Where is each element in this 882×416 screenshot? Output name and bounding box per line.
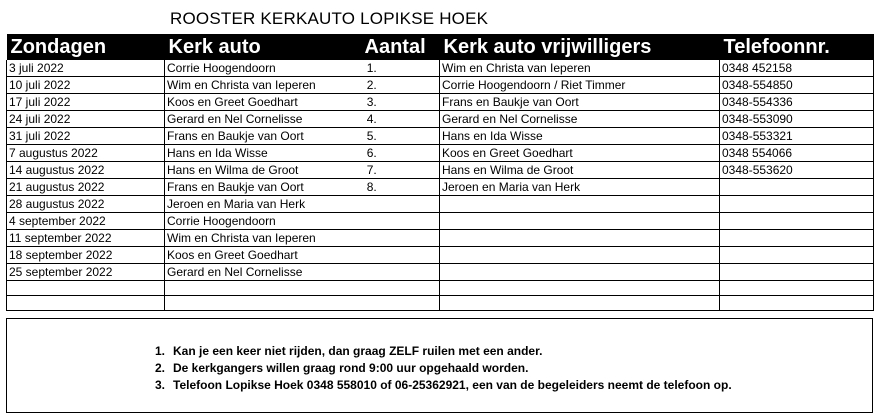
- date-cell: 3 juli 2022: [7, 60, 165, 77]
- phone-cell: [720, 179, 874, 196]
- car-cell: Gerard en Nel Cornelisse: [165, 264, 355, 281]
- date-cell: 24 juli 2022: [7, 111, 165, 128]
- phone-cell: 0348-553090: [720, 111, 874, 128]
- phone-cell: 0348-553321: [720, 128, 874, 145]
- car-cell: Wim en Christa van Ieperen: [165, 77, 355, 94]
- car-cell: Corrie Hoogendoorn: [165, 213, 355, 230]
- empty-cell: [720, 281, 874, 296]
- table-row: [7, 264, 874, 281]
- table-row: [7, 111, 874, 128]
- table-row: [7, 94, 874, 111]
- phone-cell: 0348-553620: [720, 162, 874, 179]
- date-cell: 25 september 2022: [7, 264, 165, 281]
- number-cell: 3.: [355, 94, 440, 111]
- phone-cell: 0348-554336: [720, 94, 874, 111]
- note-number: 1.: [155, 344, 166, 358]
- empty-row: [7, 281, 874, 296]
- note-number: 3.: [155, 378, 166, 392]
- table-row: [7, 247, 874, 264]
- date-cell: 10 juli 2022: [7, 77, 165, 94]
- volunteer-cell: Frans en Baukje van Oort: [440, 94, 720, 111]
- volunteer-cell: [440, 247, 720, 264]
- volunteer-cell: Hans en Wilma de Groot: [440, 162, 720, 179]
- number-cell: [355, 230, 440, 247]
- phone-cell: [720, 213, 874, 230]
- date-cell: 4 september 2022: [7, 213, 165, 230]
- number-cell: [355, 247, 440, 264]
- table-row: [7, 162, 874, 179]
- header-telefoon: Telefoonnr.: [720, 34, 874, 60]
- header-row: [7, 34, 874, 60]
- note-item: [155, 360, 732, 377]
- number-cell: [355, 196, 440, 213]
- date-cell: 18 september 2022: [7, 247, 165, 264]
- table-row: [7, 128, 874, 145]
- number-cell: 8.: [355, 179, 440, 196]
- date-cell: 14 augustus 2022: [7, 162, 165, 179]
- header-vrijwilligers: Kerk auto vrijwilligers: [440, 34, 720, 60]
- volunteer-cell: [440, 264, 720, 281]
- notes-box: [6, 318, 873, 413]
- phone-cell: [720, 247, 874, 264]
- page-title: ROOSTER KERKAUTO LOPIKSE HOEK: [170, 9, 489, 28]
- car-cell: Corrie Hoogendoorn: [165, 60, 355, 77]
- number-cell: 1.: [355, 60, 440, 77]
- phone-cell: 0348 554066: [720, 145, 874, 162]
- note-number: 2.: [155, 361, 166, 375]
- schedule-table: [6, 34, 874, 311]
- notes-list: [155, 343, 732, 394]
- phone-cell: [720, 230, 874, 247]
- header-kerk-auto: Kerk auto: [165, 34, 355, 60]
- car-cell: Hans en Ida Wisse: [165, 145, 355, 162]
- empty-cell: [165, 281, 355, 296]
- empty-cell: [440, 296, 720, 311]
- note-text: Telefoon Lopikse Hoek 0348 558010 of 06-25362921, een van de begeleiders neemt de telefoon op.: [173, 378, 732, 392]
- date-cell: 7 augustus 2022: [7, 145, 165, 162]
- table-row: [7, 77, 874, 94]
- phone-cell: 0348-554850: [720, 77, 874, 94]
- car-cell: Koos en Greet Goedhart: [165, 94, 355, 111]
- empty-cell: [165, 296, 355, 311]
- empty-cell: [7, 296, 165, 311]
- volunteer-cell: [440, 213, 720, 230]
- car-cell: Frans en Baukje van Oort: [165, 179, 355, 196]
- schedule-body: [7, 60, 874, 311]
- date-cell: 17 juli 2022: [7, 94, 165, 111]
- table-row: [7, 145, 874, 162]
- car-cell: Wim en Christa van Ieperen: [165, 230, 355, 247]
- header-aantal: Aantal: [355, 34, 440, 60]
- empty-cell: [440, 281, 720, 296]
- note-text: De kerkgangers willen graag rond 9:00 uur opgehaald worden.: [173, 361, 529, 375]
- note-text: Kan je een keer niet rijden, dan graag ZELF ruilen met een ander.: [173, 344, 543, 358]
- volunteer-cell: [440, 196, 720, 213]
- volunteer-cell: Corrie Hoogendoorn / Riet Timmer: [440, 77, 720, 94]
- car-cell: Koos en Greet Goedhart: [165, 247, 355, 264]
- volunteer-cell: Jeroen en Maria van Herk: [440, 179, 720, 196]
- car-cell: Jeroen en Maria van Herk: [165, 196, 355, 213]
- number-cell: 2.: [355, 77, 440, 94]
- table-row: [7, 179, 874, 196]
- volunteer-cell: [440, 230, 720, 247]
- phone-cell: [720, 264, 874, 281]
- car-cell: Hans en Wilma de Groot: [165, 162, 355, 179]
- car-cell: Frans en Baukje van Oort: [165, 128, 355, 145]
- volunteer-cell: Hans en Ida Wisse: [440, 128, 720, 145]
- number-cell: 7.: [355, 162, 440, 179]
- date-cell: 21 augustus 2022: [7, 179, 165, 196]
- number-cell: [355, 264, 440, 281]
- table-row: [7, 230, 874, 247]
- table-row: [7, 196, 874, 213]
- empty-cell: [720, 296, 874, 311]
- volunteer-cell: Wim en Christa van Ieperen: [440, 60, 720, 77]
- volunteer-cell: Gerard en Nel Cornelisse: [440, 111, 720, 128]
- table-row: [7, 213, 874, 230]
- number-cell: 6.: [355, 145, 440, 162]
- empty-cell: [7, 281, 165, 296]
- number-cell: 5.: [355, 128, 440, 145]
- volunteer-cell: Koos en Greet Goedhart: [440, 145, 720, 162]
- phone-cell: [720, 196, 874, 213]
- number-cell: 4.: [355, 111, 440, 128]
- header-zondagen: Zondagen: [7, 34, 165, 60]
- date-cell: 28 augustus 2022: [7, 196, 165, 213]
- phone-cell: 0348 452158: [720, 60, 874, 77]
- table-row: [7, 60, 874, 77]
- number-cell: [355, 213, 440, 230]
- date-cell: 31 juli 2022: [7, 128, 165, 145]
- car-cell: Gerard en Nel Cornelisse: [165, 111, 355, 128]
- note-item: [155, 377, 732, 394]
- empty-cell: [355, 281, 440, 296]
- date-cell: 11 september 2022: [7, 230, 165, 247]
- empty-row: [7, 296, 874, 311]
- note-item: [155, 343, 732, 360]
- empty-cell: [355, 296, 440, 311]
